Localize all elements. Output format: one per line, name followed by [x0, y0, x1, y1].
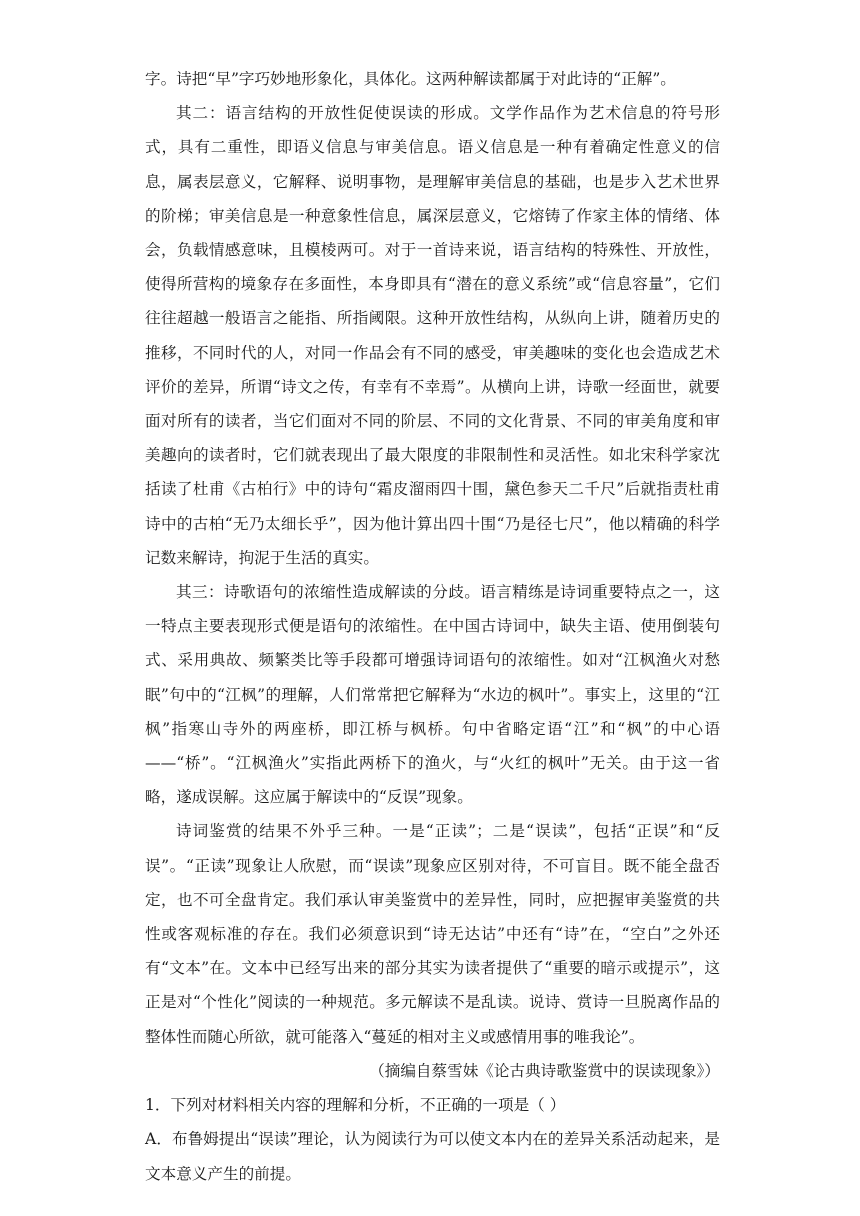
question-stem: 1．下列对材料相关内容的理解和分析，不正确的一项是（ ）: [145, 1096, 566, 1115]
paragraph-third-point: 其三：诗歌语句的浓缩性造成解读的分歧。语言精练是诗词重要特点之一，这一特点主要表现形式便是语句的浓缩性。在中国古诗词中，缺失主语、使用倒装句式、采用典故、频繁类比等手段都可增强诗词语句的浓缩性。如对“江枫渔火对愁眠”句中的“江枫”的理解，人们常常把它解释为“水边的枫叶”。事实上，这里的“江枫”指寒山寺外的两座桥，即江桥与枫桥。句中省略定语“江”和“枫”的中心语——“桥”。“江枫渔火”实指此两桥下的渔火，与“火红的枫叶”无关。由于这一省略，遂成误解。这应属于解读中的“反误”现象。: [145, 583, 720, 807]
paragraph-conclusion: 诗词鉴赏的结果不外乎三种。一是“正读”；二是“误读”，包括“正误”和“反误”。“正读”现象让人欣慰，而“误读”现象应区别对待，不可盲目。既不能全盘否定，也不可全盘肯定。我们承认审美鉴赏中的差异性，同时，应把握审美鉴赏的共性或客观标准的存在。我们必须意识到“诗无达诂”中还有“诗”在，“空白”之外还有“文本”在。文本中已经写出来的部分其实为读者提供了“重要的暗示或提示”，这正是对“个性化”阅读的一种规范。多元解读不是乱读。说诗、赏诗一旦脱离作品的整体性而随心所欲，就可能落入“蔓延的相对主义或感情用事的唯我论”。: [145, 822, 720, 1046]
source-citation: （摘编自蔡雪妹《论古典诗歌鉴赏中的误读现象》）: [369, 1061, 720, 1080]
paragraph-continuation: 字。诗把“早”字巧妙地形象化，具体化。这两种解读都属于对此诗的“正解”。: [145, 70, 676, 88]
paragraph-second-point: 其二：语言结构的开放性促使误读的形成。文学作品作为艺术信息的符号形式，具有二重性，即语义信息与审美信息。语义信息是一种有着确定性意义的信息，属表层意义，它解释、说明事物，是理解审美信息的基础，也是步入艺术世界的阶梯；审美信息是一种意象性信息，属深层意义，它熔铸了作家主体的情绪、体会，负载情感意味，且模棱两可。对于一首诗来说，语言结构的特殊性、开放性，使得所营构的境象存在多面性，本身即具有“潜在的意义系统”或“信息容量”，它们往往超越一般语言之能指、所指阈限。这种开放性结构，从纵向上讲，随着历史的推移，不同时代的人，对同一作品会有不同的感受，审美趣味的变化也会造成艺术评价的差异，所谓“诗文之传，有幸有不幸焉”。从横向上讲，诗歌一经面世，就要面对所有的读者，当它们面对不同的阶层、不同的文化背景、不同的审美角度和审美趣向的读者时，它们就表现出了最大限度的非限制性和灵活性。如北宋科学家沈括读了杜甫《古柏行》中的诗句“霜皮溜雨四十围，黛色参天二千尺”后就指责杜甫诗中的古柏“无乃太细长乎”，因为他计算出四十围“乃是径七尺”，他以精确的科学记数来解诗，拘泥于生活的真实。: [145, 104, 720, 567]
question-option-a: A．布鲁姆提出“误读”理论，认为阅读行为可以使文本内在的差异关系活动起来，是文本意义产生的前提。: [145, 1130, 720, 1183]
